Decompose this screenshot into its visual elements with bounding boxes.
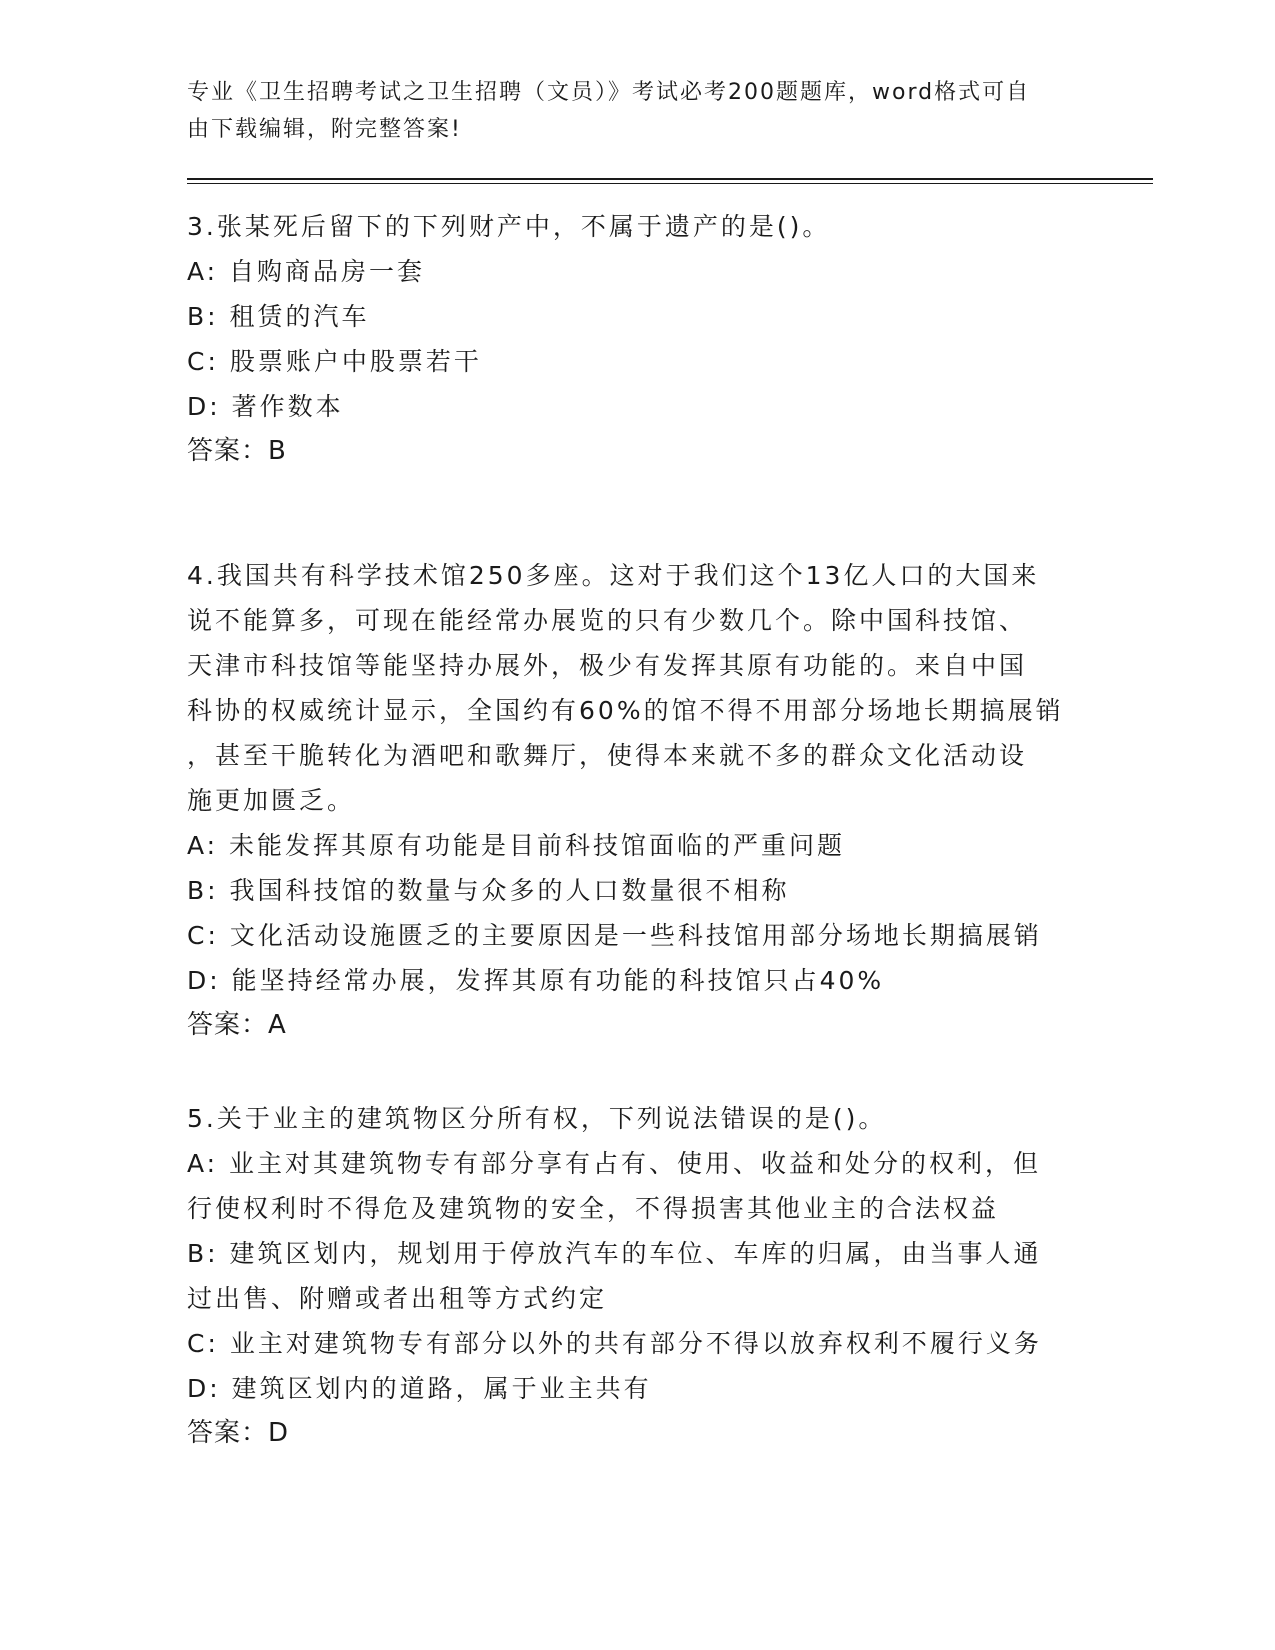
option-b: B: 租赁的汽车 xyxy=(187,302,370,331)
header-divider-top xyxy=(187,178,1153,180)
option-a: A: 未能发挥其原有功能是目前科技馆面临的严重问题 xyxy=(187,831,846,860)
header-line-1: 专业《卫生招聘考试之卫生招聘（文员）》考试必考200题题库，word格式可自 xyxy=(187,80,1031,105)
option-d: D: 能坚持经常办展，发挥其原有功能的科技馆只占40% xyxy=(187,966,885,995)
answer-label: 答案：A xyxy=(187,1010,287,1040)
option-d: D: 建筑区划内的道路，属于业主共有 xyxy=(187,1374,652,1403)
question-stem: 3.张某死后留下的下列财产中，不属于遗产的是()。 xyxy=(187,212,831,241)
option-d: D: 著作数本 xyxy=(187,392,344,421)
question-stem-line: 4.我国共有科学技术馆250多座。这对于我们这个13亿人口的大国来 xyxy=(187,561,1040,590)
question-stem: 5.关于业主的建筑物区分所有权，下列说法错误的是()。 xyxy=(187,1104,887,1133)
header-line-2: 由下载编辑，附完整答案! xyxy=(187,117,462,142)
option-c: C: 业主对建筑物专有部分以外的共有部分不得以放弃权利不履行义务 xyxy=(187,1329,1042,1358)
option-b-line-1: B: 建筑区划内，规划用于停放汽车的车位、车库的归属，由当事人通 xyxy=(187,1239,1042,1268)
header-divider-bottom xyxy=(187,183,1153,184)
option-b-line-2: 过出售、附赠或者出租等方式约定 xyxy=(187,1284,608,1313)
question-stem-line: 天津市科技馆等能坚持办展外，极少有发挥其原有功能的。来自中国 xyxy=(187,651,1028,680)
option-b: B: 我国科技馆的数量与众多的人口数量很不相称 xyxy=(187,876,790,905)
option-c: C: 文化活动设施匮乏的主要原因是一些科技馆用部分场地长期搞展销 xyxy=(187,921,1042,950)
question-stem-line: 施更加匮乏。 xyxy=(187,786,356,815)
question-4 xyxy=(187,553,1087,1048)
question-stem-line: ，甚至干脆转化为酒吧和歌舞厅，使得本来就不多的群众文化活动设 xyxy=(187,741,1028,770)
question-stem-line: 科协的权威统计显示，全国约有60%的馆不得不用部分场地长期搞展销 xyxy=(187,696,1064,725)
question-stem-line: 说不能算多，可现在能经常办展览的只有少数几个。除中国科技馆、 xyxy=(187,606,1028,635)
option-a-line-1: A: 业主对其建筑物专有部分享有占有、使用、收益和处分的权利，但 xyxy=(187,1149,1042,1178)
question-3 xyxy=(187,204,1087,474)
option-a-line-2: 行使权利时不得危及建筑物的安全，不得损害其他业主的合法权益 xyxy=(187,1194,1000,1223)
option-a: A: 自购商品房一套 xyxy=(187,257,426,286)
option-c: C: 股票账户中股票若干 xyxy=(187,347,482,376)
question-5 xyxy=(187,1096,1087,1456)
document-header xyxy=(187,74,1067,148)
answer-label: 答案：B xyxy=(187,436,287,466)
answer-label: 答案：D xyxy=(187,1418,290,1448)
